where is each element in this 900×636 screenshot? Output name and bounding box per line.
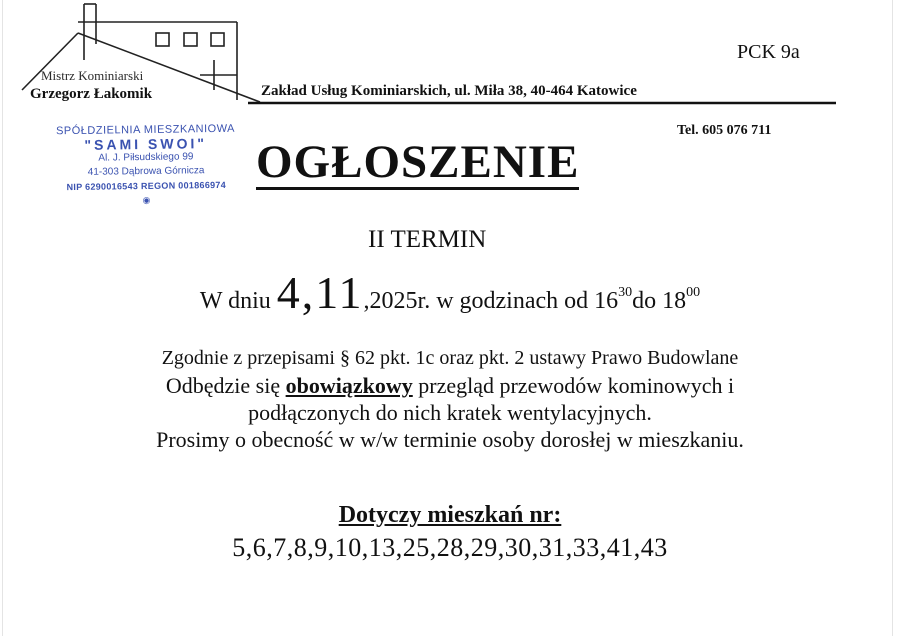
body-line-4: Prosimy o obecność w w/w terminie osoby dorosłej w mieszkaniu. (156, 427, 744, 452)
notice-date-line (0, 266, 900, 319)
body-line-2-suffix: przegląd przewodów kominowych i (412, 373, 735, 398)
body-line-1: Zgodnie z przepisami § 62 pkt. 1c oraz pkt. 2 ustawy Prawo Budowlane (161, 347, 739, 369)
date-day-month: 4,11 (276, 267, 364, 318)
apartments-title: Dotyczy mieszkań nr: (338, 502, 562, 528)
date-prefix: W dniu (199, 288, 271, 314)
stamp-line-1: SPÓŁDZIELNIA MIESZKANIOWA (55, 122, 236, 138)
document-code: PCK 9a (737, 41, 800, 63)
date-to-hour: do 18 (632, 288, 687, 314)
body-line-2 (0, 373, 900, 398)
cooperative-stamp (35, 121, 256, 208)
stamp-line-3: Al. J. Piłsudskiego 99 (98, 151, 194, 164)
body-line-2-emphasis: obowiązkowy (285, 373, 413, 398)
stamp-line-4: 41-303 Dąbrowa Górnicza (87, 165, 205, 178)
body-line-3: podłączonych do nich kratek wentylacyjnych. (248, 400, 652, 425)
company-address: Zakład Usług Kominiarskich, ul. Miła 38, 40-464 Katowice (261, 83, 637, 99)
phone-number: Tel. 605 076 711 (677, 123, 772, 138)
logo-name: Mistrz Kominiarski (41, 68, 144, 83)
date-from-minutes: 30 (618, 285, 633, 300)
notice-body (0, 346, 900, 452)
notice-term: II TERMIN (368, 226, 487, 253)
stamp-line-5: NIP 6290016543 REGON 001866974 (66, 179, 227, 193)
notice-title: OGŁOSZENIE (256, 136, 580, 188)
date-to-minutes: 00 (686, 285, 701, 300)
apartments-list: 5,6,7,8,9,10,13,25,28,29,30,31,33,41,43 (232, 533, 668, 562)
date-year-hours: ,2025r. w godzinach od 16 (363, 288, 619, 314)
stamp-mark-icon: ◉ (142, 194, 151, 206)
stamp-line-2: "SAMI SWOI" (84, 135, 208, 153)
logo-owner: Grzegorz Łakomik (30, 86, 153, 102)
body-line-2-prefix: Odbędzie się (165, 373, 286, 398)
